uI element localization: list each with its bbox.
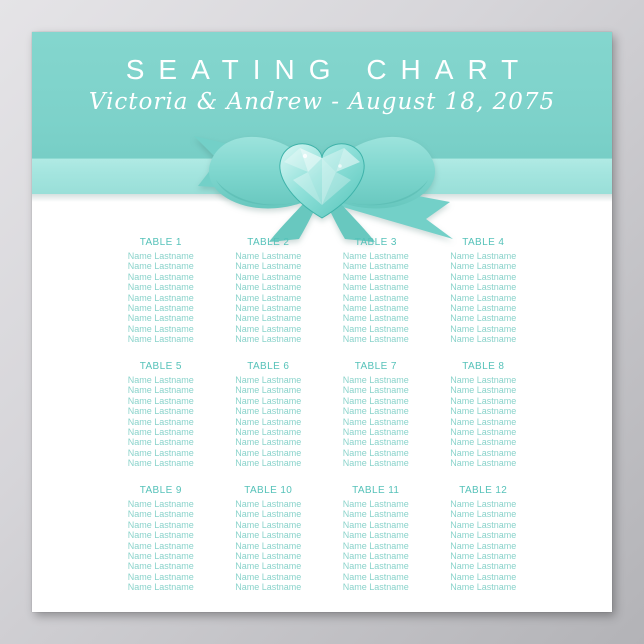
table-group xyxy=(430,237,538,344)
guest-name: Name Lastname xyxy=(235,540,302,551)
table-group xyxy=(322,237,430,344)
guest-name: Name Lastname xyxy=(342,261,409,272)
table-group xyxy=(322,485,430,592)
table-label: TABLE 6 xyxy=(247,361,290,372)
table-group xyxy=(430,485,538,592)
guest-name: Name Lastname xyxy=(127,571,194,582)
guest-name: Name Lastname xyxy=(450,313,517,324)
guest-name: Name Lastname xyxy=(127,395,194,406)
guest-name: Name Lastname xyxy=(450,261,517,272)
guest-name: Name Lastname xyxy=(342,530,409,541)
guest-name: Name Lastname xyxy=(235,458,302,469)
guest-name: Name Lastname xyxy=(127,530,194,541)
guest-name: Name Lastname xyxy=(127,499,194,509)
guest-name: Name Lastname xyxy=(342,395,409,406)
guest-name: Name Lastname xyxy=(450,406,517,417)
guest-name: Name Lastname xyxy=(127,519,194,530)
guest-name: Name Lastname xyxy=(235,509,302,520)
guest-name: Name Lastname xyxy=(235,416,302,427)
guest-name: Name Lastname xyxy=(127,271,194,282)
guest-name: Name Lastname xyxy=(127,261,194,272)
guest-name: Name Lastname xyxy=(342,447,409,458)
guest-name: Name Lastname xyxy=(450,509,517,520)
guest-name: Name Lastname xyxy=(127,375,194,385)
guest-name: Name Lastname xyxy=(127,582,194,593)
guest-name: Name Lastname xyxy=(342,313,409,324)
guest-name: Name Lastname xyxy=(127,292,194,303)
guest-name: Name Lastname xyxy=(127,416,194,427)
guest-name: Name Lastname xyxy=(235,303,302,314)
ribbon-bow-decoration xyxy=(172,108,472,248)
guest-name: Name Lastname xyxy=(450,551,517,562)
guest-name: Name Lastname xyxy=(342,303,409,314)
guest-name: Name Lastname xyxy=(235,334,302,345)
couple-and-date-subtitle: Victoria & Andrew - August 18, 2075 xyxy=(88,89,556,115)
guest-name: Name Lastname xyxy=(235,395,302,406)
guest-name: Name Lastname xyxy=(235,571,302,582)
guest-name: Name Lastname xyxy=(235,499,302,509)
guest-name: Name Lastname xyxy=(450,530,517,541)
table-label: TABLE 12 xyxy=(459,485,508,496)
guest-name: Name Lastname xyxy=(235,530,302,541)
guest-name: Name Lastname xyxy=(450,458,517,469)
seating-chart-poster xyxy=(32,32,612,612)
guest-name: Name Lastname xyxy=(235,375,302,385)
guest-name: Name Lastname xyxy=(235,551,302,562)
guest-name: Name Lastname xyxy=(342,551,409,562)
table-group xyxy=(107,237,215,344)
guest-name: Name Lastname xyxy=(127,540,194,551)
guest-name: Name Lastname xyxy=(127,385,194,396)
guest-name: Name Lastname xyxy=(127,303,194,314)
table-group xyxy=(107,361,215,468)
guest-name: Name Lastname xyxy=(127,458,194,469)
table-label: TABLE 4 xyxy=(462,237,505,248)
guest-name: Name Lastname xyxy=(450,282,517,293)
guest-name: Name Lastname xyxy=(127,437,194,448)
table-label: TABLE 11 xyxy=(352,485,400,496)
table-label: TABLE 2 xyxy=(247,237,290,248)
guest-name: Name Lastname xyxy=(127,551,194,562)
page-title: SEATING CHART xyxy=(125,54,533,85)
guest-name: Name Lastname xyxy=(342,427,409,438)
guest-name: Name Lastname xyxy=(450,582,517,593)
guest-name: Name Lastname xyxy=(342,540,409,551)
guest-name: Name Lastname xyxy=(450,251,517,261)
guest-name: Name Lastname xyxy=(450,519,517,530)
guest-name: Name Lastname xyxy=(450,437,517,448)
guest-name: Name Lastname xyxy=(342,582,409,593)
guest-name: Name Lastname xyxy=(127,561,194,572)
table-group xyxy=(215,485,323,592)
guest-name: Name Lastname xyxy=(450,303,517,314)
guest-name: Name Lastname xyxy=(450,375,517,385)
guest-name: Name Lastname xyxy=(450,323,517,334)
guest-name: Name Lastname xyxy=(342,282,409,293)
tables-grid xyxy=(107,237,537,609)
table-group xyxy=(430,361,538,468)
guest-name: Name Lastname xyxy=(127,323,194,334)
guest-name: Name Lastname xyxy=(342,416,409,427)
guest-name: Name Lastname xyxy=(235,447,302,458)
guest-name: Name Lastname xyxy=(235,323,302,334)
guest-name: Name Lastname xyxy=(235,282,302,293)
guest-name: Name Lastname xyxy=(342,334,409,345)
guest-name: Name Lastname xyxy=(450,540,517,551)
table-label: TABLE 3 xyxy=(354,237,397,248)
guest-name: Name Lastname xyxy=(235,385,302,396)
guest-name: Name Lastname xyxy=(127,334,194,345)
guest-name: Name Lastname xyxy=(342,499,409,509)
guest-name: Name Lastname xyxy=(127,313,194,324)
table-group xyxy=(322,361,430,468)
guest-name: Name Lastname xyxy=(127,251,194,261)
guest-name: Name Lastname xyxy=(450,561,517,572)
guest-name: Name Lastname xyxy=(342,519,409,530)
guest-name: Name Lastname xyxy=(450,334,517,345)
guest-name: Name Lastname xyxy=(450,427,517,438)
guest-name: Name Lastname xyxy=(342,437,409,448)
guest-name: Name Lastname xyxy=(342,571,409,582)
guest-name: Name Lastname xyxy=(450,292,517,303)
guest-name: Name Lastname xyxy=(235,427,302,438)
guest-name: Name Lastname xyxy=(235,561,302,572)
guest-name: Name Lastname xyxy=(235,519,302,530)
guest-name: Name Lastname xyxy=(450,395,517,406)
guest-name: Name Lastname xyxy=(450,271,517,282)
guest-name: Name Lastname xyxy=(235,406,302,417)
guest-name: Name Lastname xyxy=(342,509,409,520)
guest-name: Name Lastname xyxy=(342,406,409,417)
guest-name: Name Lastname xyxy=(450,385,517,396)
table-label: TABLE 10 xyxy=(244,485,293,496)
table-label: TABLE 1 xyxy=(139,237,182,248)
guest-name: Name Lastname xyxy=(235,437,302,448)
guest-name: Name Lastname xyxy=(235,261,302,272)
table-label: TABLE 7 xyxy=(354,361,397,372)
guest-name: Name Lastname xyxy=(450,571,517,582)
table-label: TABLE 8 xyxy=(462,361,505,372)
table-label: TABLE 9 xyxy=(139,485,182,496)
guest-name: Name Lastname xyxy=(127,447,194,458)
guest-name: Name Lastname xyxy=(450,416,517,427)
guest-name: Name Lastname xyxy=(342,271,409,282)
guest-name: Name Lastname xyxy=(235,292,302,303)
guest-name: Name Lastname xyxy=(342,251,409,261)
guest-name: Name Lastname xyxy=(127,427,194,438)
guest-name: Name Lastname xyxy=(235,251,302,261)
guest-name: Name Lastname xyxy=(342,323,409,334)
guest-name: Name Lastname xyxy=(450,447,517,458)
guest-name: Name Lastname xyxy=(235,582,302,593)
guest-name: Name Lastname xyxy=(342,561,409,572)
guest-name: Name Lastname xyxy=(127,282,194,293)
table-label: TABLE 5 xyxy=(139,361,182,372)
table-group xyxy=(215,361,323,468)
guest-name: Name Lastname xyxy=(450,499,517,509)
bow-graphic xyxy=(172,108,472,248)
guest-name: Name Lastname xyxy=(342,458,409,469)
guest-name: Name Lastname xyxy=(342,375,409,385)
guest-name: Name Lastname xyxy=(342,292,409,303)
guest-name: Name Lastname xyxy=(235,271,302,282)
guest-name: Name Lastname xyxy=(235,313,302,324)
guest-name: Name Lastname xyxy=(127,406,194,417)
table-group xyxy=(107,485,215,592)
table-group xyxy=(215,237,323,344)
guest-name: Name Lastname xyxy=(342,385,409,396)
guest-name: Name Lastname xyxy=(127,509,194,520)
